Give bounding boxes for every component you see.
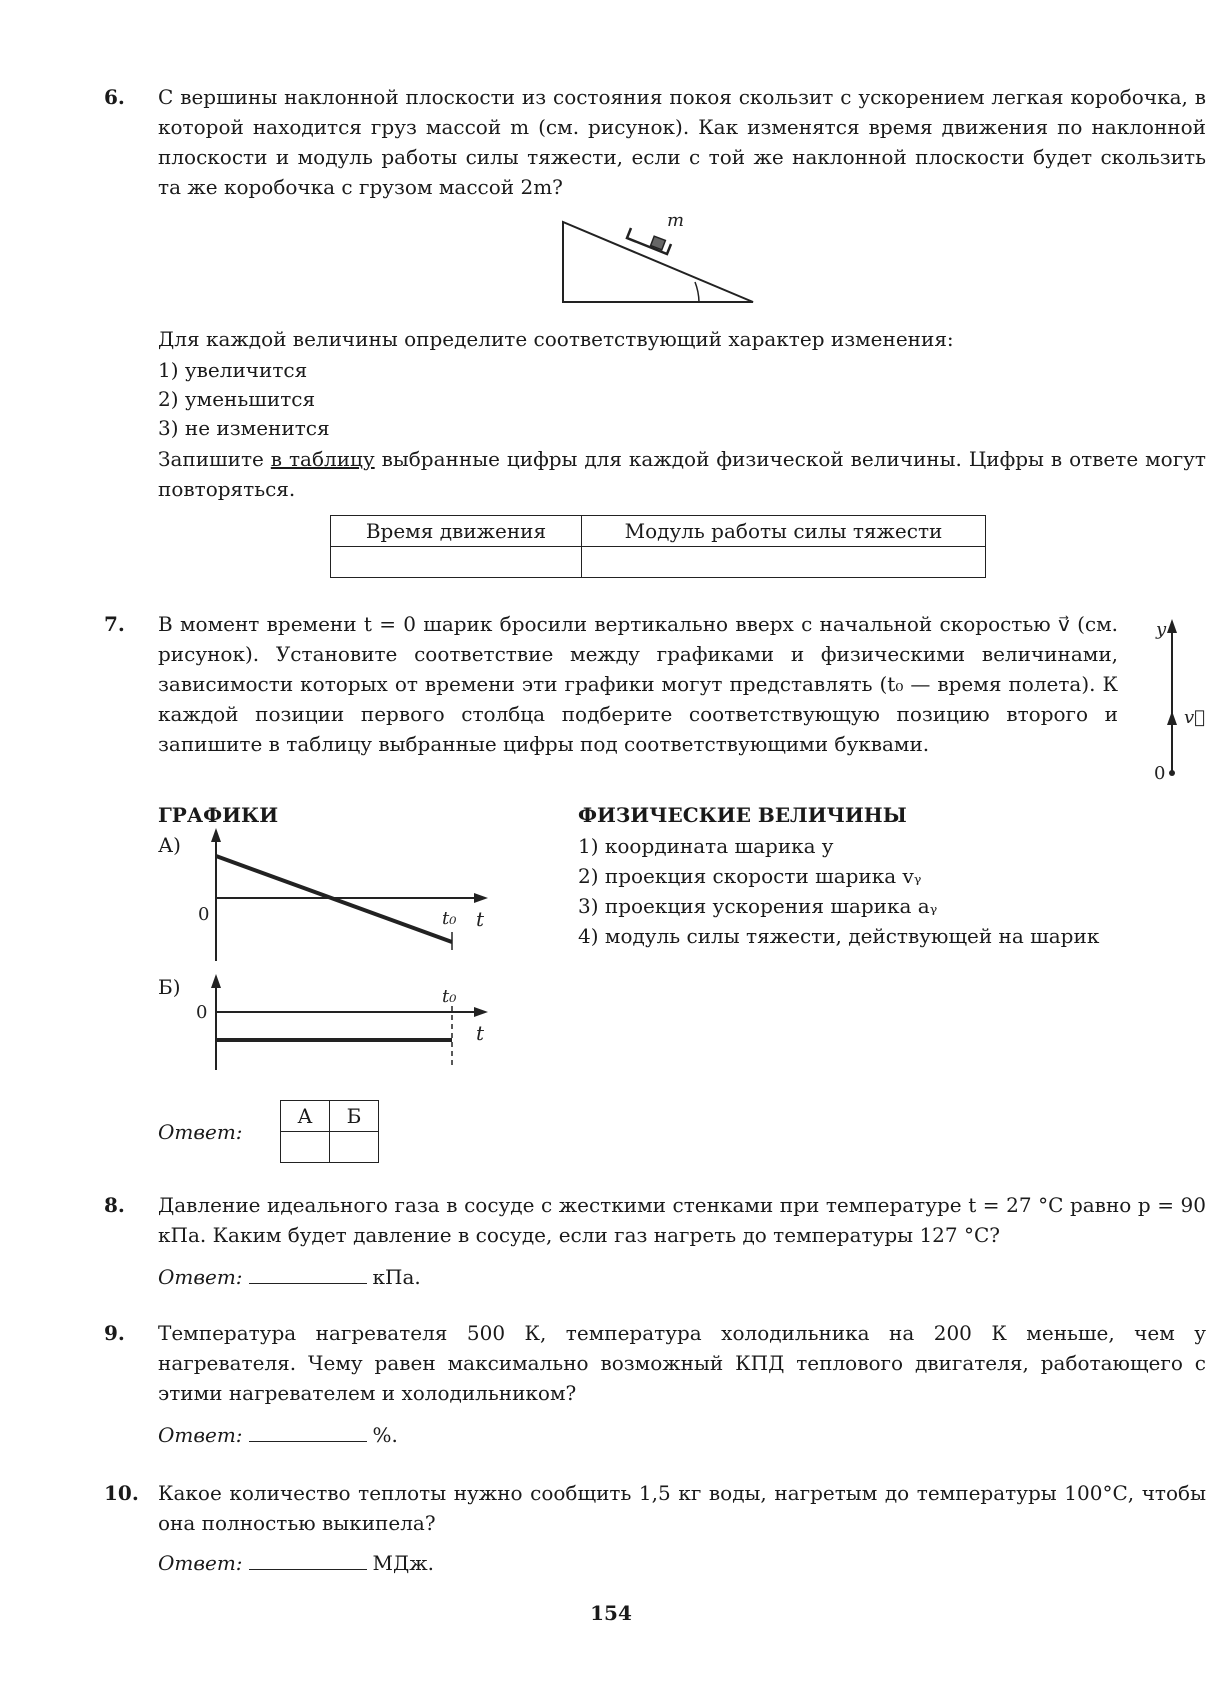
y-axis-arrow-icon: [1167, 619, 1177, 633]
q8-unit: кПа.: [372, 1265, 421, 1289]
q7-number: 7.: [104, 612, 125, 636]
quantity-3: 3) проекция ускорения шарика aᵧ: [578, 894, 938, 918]
graph-a-t0: t₀: [442, 908, 457, 929]
q6-option-1: 1) увеличится: [158, 358, 308, 382]
q7-answer-b[interactable]: [330, 1132, 379, 1163]
q6-option-2: 2) уменьшится: [158, 387, 316, 411]
incline-figure: [555, 210, 765, 310]
q10-answer-label: Ответ:: [158, 1551, 243, 1575]
table-row: [281, 1101, 379, 1132]
q9-answer-input[interactable]: [249, 1423, 367, 1442]
q9-number: 9.: [104, 1321, 125, 1345]
q8-answer-label: Ответ:: [158, 1265, 243, 1289]
q6-note: [158, 444, 1206, 504]
graph-b-t0: t₀: [442, 986, 457, 1007]
q6-note-suffix: выбранные цифры для каждой физической величины. Цифры в ответе могут повторяться.: [158, 447, 1206, 501]
q7-answer-table: [280, 1100, 379, 1163]
vertical-axis-figure: [1150, 615, 1210, 795]
q10-number: 10.: [104, 1481, 139, 1505]
q6-header-time: Время движения: [331, 516, 582, 547]
graph-b-t-arrow-icon: [474, 1007, 488, 1017]
y-axis-label: y: [1156, 619, 1167, 640]
table-row: [331, 516, 986, 547]
table-row: [331, 547, 986, 578]
q8-text: Давление идеального газа в сосуде с жесткими стенками при температуре t = 27 °C равно p = 90 кПа. Каким будет давление в сосуде, если газ нагреть до температуры 127 °C?: [158, 1193, 1206, 1247]
graph-a-y-arrow-icon: [211, 828, 221, 842]
q10-answer-input[interactable]: [249, 1551, 367, 1570]
q7-text: В момент времени t = 0 шарик бросили вертикально вверх с начальной скоростью v⃗ (см. рисунок). Установите соответствие между графиками и физическими величинами, зависимости которых от времени эти графики могут представлять (t₀ — время полета). К каждой позиции первого столбца подберите соответствующую позицию второго и запишите в таблицу выбранные цифры под соответствующими буквами.: [158, 612, 1118, 756]
origin-label: 0: [1154, 763, 1166, 784]
graph-b: [190, 972, 500, 1072]
q6-answer-time[interactable]: [331, 547, 582, 578]
q6-instruction: Для каждой величины определите соответствующий характер изменения:: [158, 327, 954, 351]
q6-number: 6.: [104, 85, 125, 109]
velocity-label: v⃗: [1184, 707, 1205, 728]
q7-answer-label: Ответ:: [158, 1120, 243, 1144]
q6-note-link: в таблицу: [270, 447, 375, 471]
table-row: [281, 1132, 379, 1163]
graph-a-zero: 0: [198, 904, 210, 925]
q7-col-a: А: [281, 1101, 330, 1132]
q6-note-prefix: Запишите: [158, 447, 271, 471]
quantity-1: 1) координата шарика y: [578, 834, 834, 858]
q10-unit: МДж.: [372, 1551, 435, 1575]
graph-a-label: А): [158, 833, 181, 857]
page-number: 154: [590, 1601, 632, 1625]
graphs-heading: ГРАФИКИ: [158, 803, 279, 827]
q6-answer-work[interactable]: [582, 547, 986, 578]
graph-b-label: Б): [158, 975, 181, 999]
q10-answer-line: [158, 1548, 434, 1578]
graph-b-zero: 0: [196, 1002, 208, 1023]
quantity-2: 2) проекция скорости шарика vᵧ: [578, 864, 922, 888]
ball-icon: [1169, 770, 1175, 776]
incline-angle-arc: [695, 282, 699, 302]
q8-answer-input[interactable]: [249, 1265, 367, 1284]
q6-header-work: Модуль работы силы тяжести: [582, 516, 986, 547]
q7-col-b: Б: [330, 1101, 379, 1132]
graph-a: [190, 826, 500, 966]
q9-unit: %.: [372, 1423, 398, 1447]
graph-b-t: t: [476, 1021, 485, 1045]
q9-text: Температура нагревателя 500 К, температура холодильника на 200 К меньше, чем у нагревателя. Чему равен максимально возможный КПД теплового двигателя, работающего с этими нагревателем и холодильником?: [158, 1321, 1206, 1405]
q6-answer-table: [330, 515, 986, 578]
q8-number: 8.: [104, 1193, 125, 1217]
q8-answer-line: [158, 1262, 421, 1292]
q7-answer-a[interactable]: [281, 1132, 330, 1163]
quantities-heading: ФИЗИЧЕСКИЕ ВЕЛИЧИНЫ: [578, 803, 907, 827]
mass-label: m: [667, 210, 685, 231]
q9-answer-line: [158, 1420, 398, 1450]
q6-option-3: 3) не изменится: [158, 416, 330, 440]
graph-a-t-arrow-icon: [474, 893, 488, 903]
q9-answer-label: Ответ:: [158, 1423, 243, 1447]
incline-triangle: [563, 222, 753, 302]
quantity-4: 4) модуль силы тяжести, действующей на шарик: [578, 924, 1100, 948]
q6-text: С вершины наклонной плоскости из состояния покоя скользит с ускорением легкая коробочка, в которой находится груз массой m (см. рисунок). Как изменятся время движения по наклонной плоскости и модуль работы силы тяжести, если с той же наклонной плоскости будет скользить та же коробочка с грузом массой 2m?: [158, 85, 1206, 199]
graph-b-y-arrow-icon: [211, 974, 221, 988]
q10-text: Какое количество теплоты нужно сообщить 1,5 кг воды, нагретым до температуры 100°С, чтобы она полностью выкипела?: [158, 1481, 1206, 1535]
velocity-arrow-icon: [1167, 711, 1177, 725]
graph-a-t: t: [476, 907, 485, 931]
